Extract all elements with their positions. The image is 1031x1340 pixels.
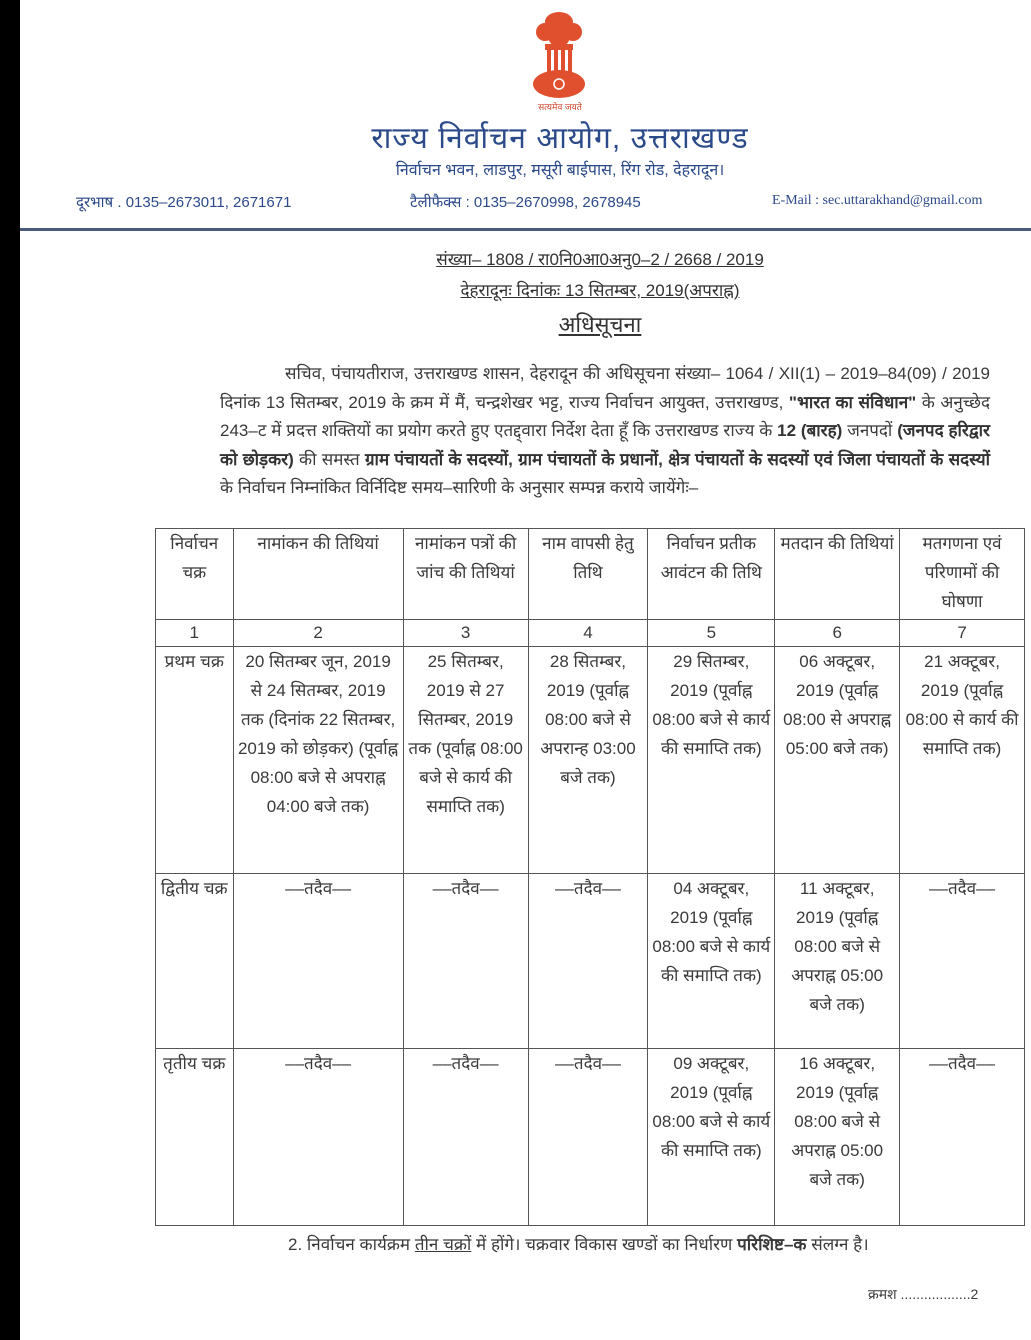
reference-number (300, 247, 900, 270)
table-cell: 20 सितम्बर जून, 2019 से 24 सितम्बर, 2019 तक (दिनांक 22 सितम्बर, 2019 को छोड़कर) (पूर्वाह्न 08:00 बजे से अपराह्न 04:00 बजे तक) (233, 647, 403, 874)
table-header-row (156, 529, 1025, 620)
continued-marker: क्रमश ..................2 (868, 1286, 979, 1302)
reference-number-text: संख्या– 1808 / रा0नि0आ0अनु0–2 / 2668 / 2019 (436, 250, 764, 269)
emblem-motto: सत्यमेव जयते (538, 102, 582, 112)
table-cell: ––तदैव–– (900, 1049, 1025, 1226)
phases-text-1: 2. निर्वाचन कार्यक्रम (288, 1235, 415, 1254)
intro-text-1: सचिव, पंचायतीराज, उत्तराखण्ड शासन, देहरादून की अधिसूचना संख्या– 1064 / XII(1) – 2019–84(09) / 2019 दिनांक 13 सितम्बर, 2019 के क्रम में मैं, चन्द्रशेखर भट्ट, राज्य निर्वाचन आयुक्त, उत्तराखण्ड, (220, 364, 990, 412)
header-divider (20, 228, 1031, 231)
table-cell: ––तदैव–– (403, 1049, 528, 1226)
table-cell: ––तदैव–– (403, 874, 528, 1049)
intro-bold-2: 12 (बारह) (777, 421, 843, 440)
table-cell: ––तदैव–– (528, 874, 648, 1049)
table-cell: 06 अक्टूबर, 2019 (पूर्वाह्न 08:00 से अपराह्न 05:00 बजे तक) (775, 647, 900, 874)
table-cell: ––तदैव–– (233, 874, 403, 1049)
column-number: 2 (233, 620, 403, 647)
organization-address: निर्वाचन भवन, लाडपुर, मसूरी बाईपास, रिंग रोड, देहरादून। (395, 162, 725, 179)
table-cell: 16 अक्टूबर, 2019 (पूर्वाह्न 08:00 बजे से अपराह्न 05:00 बजे तक) (775, 1049, 900, 1226)
phases-paragraph (228, 1230, 998, 1260)
table-cell: तृतीय चक्र (156, 1049, 234, 1226)
election-schedule-table (155, 528, 1025, 1226)
intro-text-3: जनपदों (842, 421, 898, 440)
table-cell: 21 अक्टूबर, 2019 (पूर्वाह्न 08:00 से कार्य की समाप्ति तक) (900, 647, 1025, 874)
table-cell: 28 सितम्बर, 2019 (पूर्वाह्न 08:00 बजे से अपरान्ह 03:00 बजे तक) (528, 647, 648, 874)
phone-number: दूरभाष . 0135–2673011, 2671671 (76, 194, 292, 211)
reference-date (300, 278, 900, 301)
scan-edge-strip (0, 0, 20, 1340)
table-row (156, 647, 1025, 874)
column-number: 4 (528, 620, 648, 647)
intro-bold-3: (जनपद हरिद्वार को छोड़कर) (220, 421, 990, 469)
table-row (156, 1049, 1025, 1226)
intro-bold-1: "भारत का संविधान" (788, 392, 917, 412)
organization-name: राज्य निर्वाचन आयोग, उत्तराखण्ड (371, 122, 749, 155)
table-row (156, 874, 1025, 1049)
column-header: मतदान की तिथियां (775, 529, 900, 620)
annexure-ref: परिशिष्ट–क (737, 1235, 807, 1254)
table-cell: 25 सितम्बर, 2019 से 27 सितम्बर, 2019 तक (पूर्वाह्न 08:00 बजे से कार्य की समाप्ति तक) (403, 647, 528, 874)
table-cell: 29 सितम्बर, 2019 (पूर्वाह्न 08:00 बजे से कार्य की समाप्ति तक) (648, 647, 775, 874)
phases-underlined: तीन चक्रों (414, 1235, 472, 1254)
intro-text-5: के निर्वाचन निम्नांकित विर्निदिष्ट समय–सारिणी के अनुसार सम्पन्न कराये जायेंगेः– (220, 478, 699, 497)
column-number: 3 (403, 620, 528, 647)
column-number: 7 (900, 620, 1025, 647)
column-header: मतगणना एवं परिणामों की घोषणा (900, 529, 1025, 620)
column-header: निर्वाचन चक्र (156, 529, 234, 620)
intro-text-4: की समस्त (293, 449, 365, 469)
phases-text-3: संलग्न है। (806, 1235, 869, 1254)
document-title-text: अधिसूचना (558, 312, 642, 337)
table-cell: ––तदैव–– (528, 1049, 648, 1226)
table-cell: ––तदैव–– (900, 874, 1025, 1049)
table-cell: द्वितीय चक्र (156, 874, 234, 1049)
email-address: E-Mail : sec.uttarakhand@gmail.com (772, 193, 983, 208)
column-header: नामांकन पत्रों की जांच की तिथियां (403, 529, 528, 620)
document-title (300, 309, 900, 339)
table-cell: ––तदैव–– (233, 1049, 403, 1226)
column-header: नाम वापसी हेतु तिथि (528, 529, 648, 620)
reference-date-text: देहरादूनः दिनांकः 13 सितम्बर, 2019(अपराह्न) (460, 281, 740, 300)
table-cell: 04 अक्टूबर, 2019 (पूर्वाह्न 08:00 बजे से कार्य की समाप्ति तक) (648, 874, 775, 1049)
table-cell: 09 अक्टूबर, 2019 (पूर्वाह्न 08:00 बजे से कार्य की समाप्ति तक) (648, 1049, 775, 1226)
table-cell: 11 अक्टूबर, 2019 (पूर्वाह्न 08:00 बजे से अपराह्न 05:00 बजे तक) (775, 874, 900, 1049)
table-cell: प्रथम चक्र (156, 647, 234, 874)
intro-paragraph (220, 360, 990, 503)
column-number: 1 (156, 620, 234, 647)
column-number: 6 (775, 620, 900, 647)
telefax-number: टैलीफैक्स : 0135–2670998, 2678945 (410, 194, 641, 211)
phases-text-2: में होंगे। चक्रवार विकास खण्डों का निर्धारण (471, 1235, 738, 1254)
intro-text-2: के अनुच्छेद 243–ट में प्रदत्त शक्तियों का प्रयोग करते हुए एतद्द्वारा निर्देश देता हूँ कि उत्तराखण्ड राज्य के (220, 392, 990, 440)
column-number: 5 (648, 620, 775, 647)
intro-bold-4: ग्राम पंचायतों के सदस्यों, ग्राम पंचायतों के प्रधानों, क्षेत्र पंचायतों के सदस्यों एवं जिला पंचायतों के सदस्यों (364, 449, 990, 469)
national-emblem-icon (527, 8, 591, 110)
column-number-row (156, 620, 1025, 647)
column-header: निर्वाचन प्रतीक आवंटन की तिथि (648, 529, 775, 620)
column-header: नामांकन की तिथियां (233, 529, 403, 620)
